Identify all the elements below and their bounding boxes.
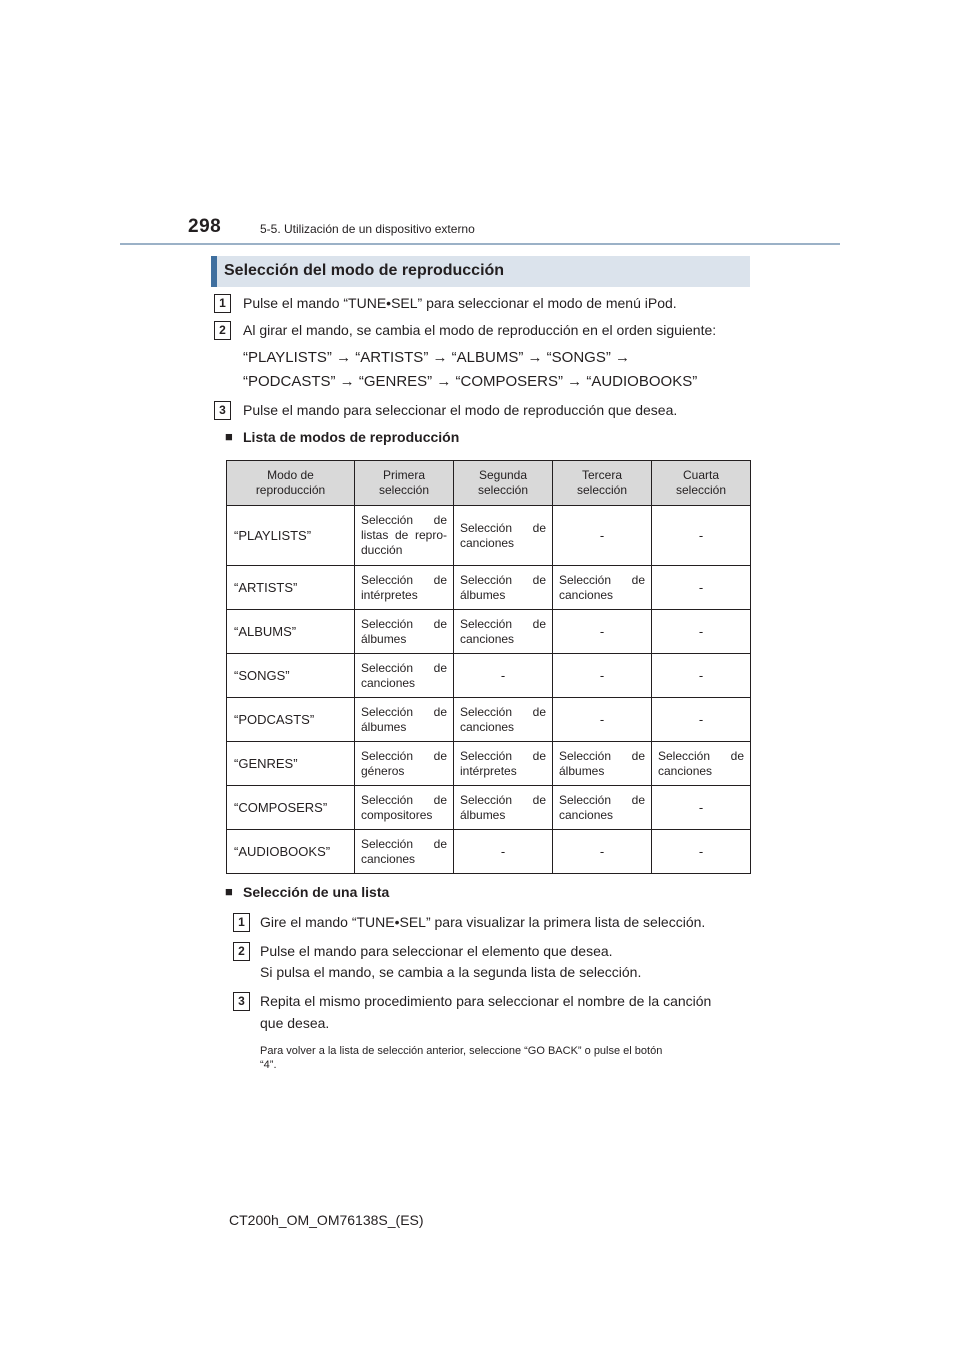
table-row	[227, 698, 751, 742]
selection-cell	[553, 566, 652, 610]
mode-name-cell: “AUDIOBOOKS”	[227, 830, 355, 874]
section-title: Selección del modo de reproducción	[224, 262, 505, 279]
empty-selection-cell: -	[652, 786, 751, 830]
selection-cell	[355, 698, 454, 742]
sub-step-2-text-continued: Si pulsa el mando, se cambia a la segunda lista de selección.	[260, 964, 642, 980]
modes-list-heading: Lista de modos de reproducción	[243, 429, 460, 445]
column-header	[454, 461, 553, 506]
selection-cell-line: canciones	[460, 535, 515, 550]
empty-selection-cell: -	[454, 654, 553, 698]
empty-selection-cell: -	[553, 506, 652, 566]
selection-cell	[454, 506, 553, 566]
selection-cell-line: álbumes	[460, 587, 506, 602]
step-1-text: Pulse el mando “TUNE•SEL” para seleccionar el modo de menú iPod.	[243, 295, 677, 311]
selection-cell-line: Selección de	[460, 704, 546, 719]
column-header	[553, 461, 652, 506]
column-header	[355, 461, 454, 506]
mode-name-cell: “GENRES”	[227, 742, 355, 786]
column-header-line: reproducción	[255, 483, 326, 497]
step-number-1: 1	[214, 294, 231, 313]
selection-cell	[355, 506, 454, 566]
selection-cell-line: géneros	[361, 763, 405, 778]
column-header-line: Primera	[382, 468, 425, 482]
selection-cell	[355, 830, 454, 874]
square-bullet-icon: ■	[225, 429, 233, 444]
selection-cell-line: canciones	[361, 675, 416, 690]
selection-cell-line: Selección de	[361, 660, 447, 675]
selection-cell-line: Selección de	[361, 572, 447, 587]
sub-step-number-2: 2	[233, 942, 250, 961]
note-line-1: Para volver a la lista de selección anterior, seleccione “GO BACK” o pulse el botón	[260, 1045, 663, 1057]
table-row	[227, 830, 751, 874]
selection-cell-line: Selección de	[559, 748, 645, 763]
empty-selection-cell: -	[652, 506, 751, 566]
selection-cell-line: compositores	[361, 807, 433, 822]
mode-name-cell: “COMPOSERS”	[227, 786, 355, 830]
document-code: CT200h_OM_OM76138S_(ES)	[229, 1212, 424, 1228]
table-row	[227, 654, 751, 698]
empty-selection-cell: -	[652, 654, 751, 698]
selection-cell-line: intérpretes	[361, 587, 418, 602]
column-header-line: Segunda	[478, 468, 528, 482]
empty-selection-cell: -	[454, 830, 553, 874]
selection-cell-line: ducción	[361, 543, 403, 557]
table-row	[227, 786, 751, 830]
empty-selection-cell: -	[652, 698, 751, 742]
selection-cell-line: canciones	[559, 587, 614, 602]
empty-selection-cell: -	[553, 654, 652, 698]
selection-cell-line: álbumes	[460, 807, 506, 822]
column-header-line: selección	[477, 483, 529, 497]
empty-selection-cell: -	[652, 830, 751, 874]
selection-cell-line: Selección de	[460, 572, 546, 587]
empty-selection-cell: -	[553, 698, 652, 742]
selection-cell	[355, 654, 454, 698]
mode-sequence-line-1: “PLAYLISTS” → “ARTISTS” → “ALBUMS” → “SONGS” →	[243, 349, 630, 366]
selection-cell	[553, 742, 652, 786]
mode-name-cell: “ARTISTS”	[227, 566, 355, 610]
selection-cell-line: Selección de	[460, 616, 546, 631]
selection-cell-line: canciones	[460, 631, 515, 646]
table-row	[227, 742, 751, 786]
column-header-line: Cuarta	[682, 468, 720, 482]
empty-selection-cell: -	[652, 610, 751, 654]
selection-cell-line: Selección de	[361, 748, 447, 763]
selection-cell	[355, 786, 454, 830]
mode-name-cell: “SONGS”	[227, 654, 355, 698]
selection-cell	[355, 610, 454, 654]
selection-cell-line: Selección de	[361, 513, 447, 527]
selection-cell-line: canciones	[460, 719, 515, 734]
step-number-2: 2	[214, 321, 231, 340]
step-3-text: Pulse el mando para seleccionar el modo de reproducción que desea.	[243, 402, 678, 418]
selection-cell	[454, 610, 553, 654]
selection-cell	[454, 786, 553, 830]
column-header	[652, 461, 751, 506]
list-selection-heading: Selección de una lista	[243, 884, 390, 900]
selection-cell-line: Selección de	[361, 616, 447, 631]
column-header-line: selección	[576, 483, 628, 497]
selection-cell	[454, 742, 553, 786]
selection-cell-line: canciones	[658, 763, 713, 778]
square-bullet-icon: ■	[225, 884, 233, 899]
header-divider	[120, 243, 840, 245]
table-row	[227, 610, 751, 654]
selection-cell-line: intérpretes	[460, 763, 517, 778]
step-number-3: 3	[214, 401, 231, 420]
selection-cell	[454, 698, 553, 742]
sub-step-number-1: 1	[233, 913, 250, 932]
sub-step-3-text-continued: que desea.	[260, 1015, 330, 1031]
column-header-line: selección	[378, 483, 430, 497]
selection-cell-line: álbumes	[559, 763, 605, 778]
selection-cell-line: listas de repro-	[361, 528, 447, 542]
sub-step-2-text: Pulse el mando para seleccionar el elemento que desea.	[260, 943, 613, 959]
page-number: 298	[188, 216, 222, 237]
mode-name-cell: “PODCASTS”	[227, 698, 355, 742]
selection-cell-line: Selección de	[361, 792, 447, 807]
sub-step-3-text: Repita el mismo procedimiento para seleccionar el nombre de la canción	[260, 993, 712, 1009]
playback-modes-table	[226, 460, 751, 874]
table-row	[227, 566, 751, 610]
empty-selection-cell: -	[652, 566, 751, 610]
step-2-text: Al girar el mando, se cambia el modo de reproducción en el orden siguiente:	[243, 322, 717, 338]
column-header	[227, 461, 355, 506]
selection-cell-line: Selección de	[559, 792, 645, 807]
table-row	[227, 506, 751, 566]
selection-cell-line: Selección de	[658, 748, 744, 763]
sub-step-number-3: 3	[233, 992, 250, 1011]
mode-sequence-line-2: “PODCASTS” → “GENRES” → “COMPOSERS” → “AUDIOBOOKS”	[243, 373, 698, 390]
selection-cell-line: canciones	[559, 807, 614, 822]
chapter-title: 5-5. Utilización de un dispositivo externo	[260, 222, 475, 236]
selection-cell	[454, 566, 553, 610]
note-line-2: “4”.	[260, 1059, 277, 1071]
selection-cell-line: Selección de	[361, 704, 447, 719]
empty-selection-cell: -	[553, 830, 652, 874]
selection-cell-line: Selección de	[559, 572, 645, 587]
selection-cell-line: Selección de	[460, 792, 546, 807]
column-header-line: Tercera	[581, 468, 622, 482]
selection-cell-line: canciones	[361, 851, 416, 866]
selection-cell	[355, 566, 454, 610]
sub-step-1-text: Gire el mando “TUNE•SEL” para visualizar la primera lista de selección.	[260, 914, 706, 930]
selection-cell-line: álbumes	[361, 719, 407, 734]
empty-selection-cell: -	[553, 610, 652, 654]
selection-cell	[652, 742, 751, 786]
selection-cell-line: álbumes	[361, 631, 407, 646]
selection-cell-line: Selección de	[361, 836, 447, 851]
selection-cell-line: Selección de	[460, 520, 546, 535]
column-header-line: selección	[675, 483, 727, 497]
table-header-row	[227, 461, 751, 506]
selection-cell	[355, 742, 454, 786]
mode-name-cell: “PLAYLISTS”	[227, 506, 355, 566]
column-header-line: Modo de	[267, 468, 314, 482]
selection-cell	[553, 786, 652, 830]
selection-cell-line: Selección de	[460, 748, 546, 763]
mode-name-cell: “ALBUMS”	[227, 610, 355, 654]
